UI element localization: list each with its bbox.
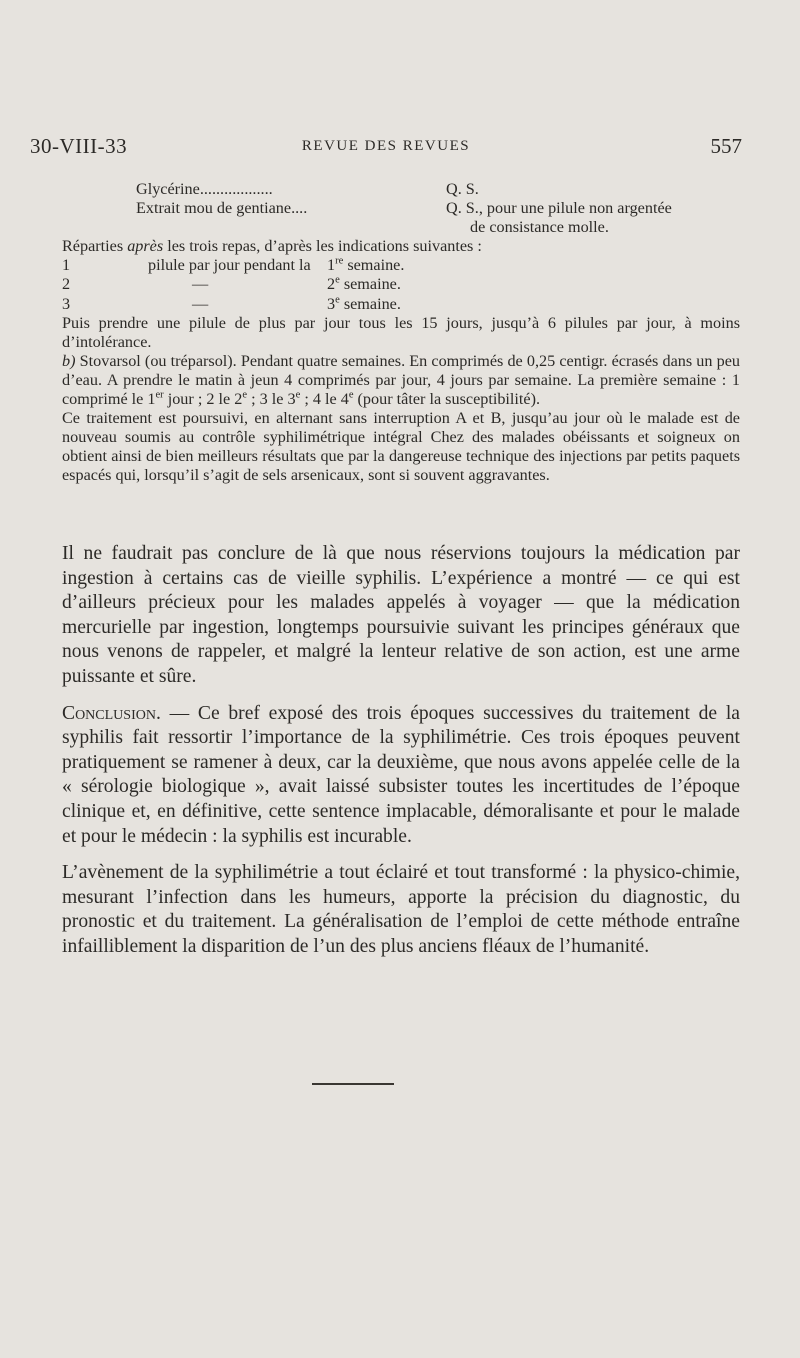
- paragraph-conclusion: Conclusion. — Ce bref exposé des trois époques successives du traitement de la syphilis fait ressortir l’importance de la syphilimétrie. Ces trois époques peuvent pratiquement se ramener à deux, car la deuxième, que nous avons appelée celle de la « sérologie biologique », avait laissé subsister toutes les incertitudes de l’époque clinique et, en définitive, cette sentence implacable, démoralisante et pour le malade et pour le médecin : la syphilis est incurable.: [62, 702, 740, 847]
- conclusion-label: Conclusion.: [62, 702, 161, 724]
- section-divider: [312, 1083, 394, 1085]
- prescription-line: [62, 199, 740, 218]
- prescription-block: [62, 180, 740, 486]
- paragraph-ingestion: Il ne faudrait pas conclure de là que nous réservions toujours la médication par ingestion à certains cas de vieille syphilis. L’expérience a montré — ce qui est d’ailleurs précieux pour les malades appelés à voyager — que la médication mercurielle par ingestion, longtemps poursuivie suivant les principes généraux que nous venons de rappeler, et malgré la lenteur relative de son action, est une arme puissante et sûre.: [62, 543, 740, 687]
- dosing-intro: Réparties après les trois repas, d’après les indications suivantes :: [62, 237, 482, 256]
- ingredient-dose: Q. S.: [446, 180, 479, 198]
- running-header: [30, 134, 742, 162]
- prescription-line: [62, 180, 740, 199]
- paragraph-syphilimetrie: L’avènement de la syphilimétrie a tout éclairé et tout transformé : la physico-chimie, mesurant l’infection dans les humeurs, apporte la précision du diagnostic, du pronostic et du traitement. La généralisation de l’emploi de cette méthode entraîne infailliblement la disparition de l’un des plus anciens fléaux de l’humanité.: [62, 862, 740, 957]
- main-text: [62, 542, 740, 972]
- header-date: 30-VIII-33: [30, 134, 128, 158]
- ingredient-name: Glycérine..................: [136, 180, 273, 198]
- schedule-row: 1 pilule par jour pendant la 1re semaine.: [62, 255, 405, 275]
- ingredient-dose: Q. S., pour une pilule non argentée: [446, 199, 672, 218]
- schedule-row: 2 — 2e semaine.: [62, 275, 401, 294]
- treatment-paragraph: Ce traitement est poursuivi, en alternant sans interruption A et B, jusqu’au jour où le malade est de nouveau soumis au contrôle syphilimétrique intégral Chez des malades obéissants et soigneux on obtient ainsi de bien meilleurs résultats que par la dangereuse technique des injections par petits paquets espacés qui, lorsqu’il s’agit de sels arsenicaux, sont si souvent aggravantes.: [62, 409, 740, 485]
- page-number: 557: [710, 134, 742, 158]
- ingredient-name: Extrait mou de gentiane....: [136, 199, 308, 218]
- continue-paragraph: Puis prendre une pilule de plus par jour tous les 15 jours, jusqu’à 6 pilules par jour, à moins d’intolérance.: [62, 313, 740, 351]
- stovarsol-paragraph: b) Stovarsol (ou tréparsol). Pendant quatre semaines. En comprimés de 0,25 centigr. écrasés dans un peu d’eau. A prendre le matin à jeun 4 comprimés par jour, 4 jours par semaine. La première semaine : 1 comprimé le 1er jour ; 2 le 2e ; 3 le 3e ; 4 le 4e (pour tâter la susceptibilité).: [62, 351, 740, 409]
- prescription-continuation: de consistance molle.: [470, 218, 609, 237]
- header-title: REVUE DES REVUES: [301, 138, 471, 154]
- schedule-row: 3 — 3e semaine.: [62, 294, 401, 313]
